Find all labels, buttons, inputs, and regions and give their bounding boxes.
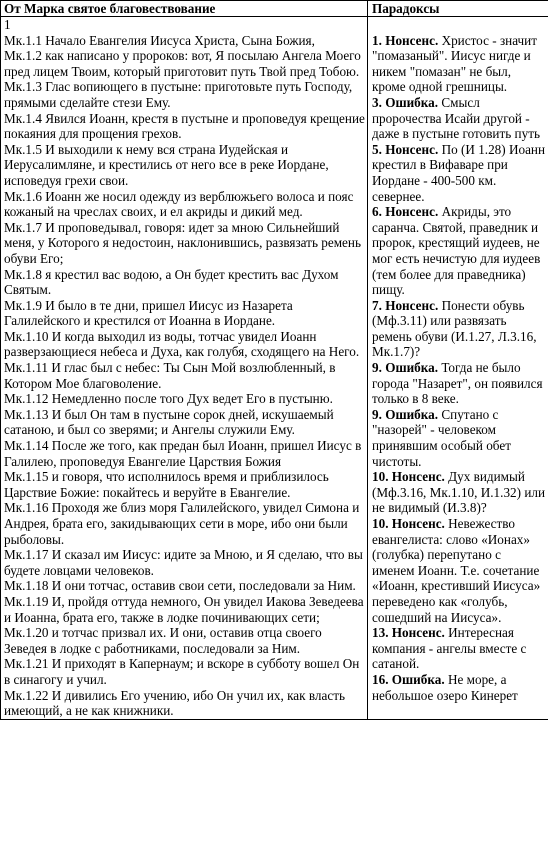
paradox-note-label: 10. Нонсенс. [372,516,445,531]
paradox-note-text: Смысл пророчества Исайи другой - даже в пустыне готовить путь [372,94,540,142]
verse-line: Мк.1.11 И глас был с небес: Ты Сын Мой возлюбленный, в Котором Мое благоволение. [4,360,336,391]
paradox-note-text: Понести обувь (Мф.3.11) или развязать ремень обуви (И.1.27, Л.3.16, Мк.1.7)? [372,297,537,360]
paradox-note-text: Спутано с "назорей" - человеком принявшим особый обет чистоты. [372,406,511,469]
verse-line: Мк.1.13 И был Он там в пустыне сорок дней, искушаемый сатаною, и был со зверями; и Ангелы служили Ему. [4,406,334,438]
paradox-note-text: Интересная компания - ангелы вместе с сатаной. [372,625,527,672]
paradox-note [372,360,546,407]
paradox-note [372,142,546,204]
paradox-note-label: 5. Нонсенс. [372,141,439,157]
verse-line: Мк.1.12 Немедленно после того Дух ведет Его в пустыню. [4,391,333,407]
paradox-note-label: 7. Нонсенс. [372,297,439,313]
paradox-note-text: По (И 1.28) Иоанн крестил в Вифаваре при Иордане - 400-500 км. севернее. [372,141,546,204]
notes-list [372,33,546,704]
header-paradox-column: Парадоксы [368,1,548,17]
verse-line: Мк.1.7 И проповедывал, говоря: идет за мною Сильнейший меня, у Которого я недостоин, наклонившись, развязать ремень обуви Его; [4,219,361,266]
paradox-note [372,407,546,469]
paradox-note [372,516,546,625]
paradox-note-text: Невежество евангелиста: слово «Ионах» (голубка) перепутано с именем Иоанн. Т.е. сочетание «Иоанн, крестивший Иисуса» переведено как «голубь, сошедший на Иисуса». [372,516,541,625]
verse-line: Мк.1.3 Глас вопиющего в пустыне: приготовьте путь Господу, прямыми сделайте стези Ему. [4,79,353,110]
paradox-note-label: 13. Нонсенс. [372,625,445,641]
paradox-note [372,625,546,672]
verse-line: Мк.1.5 И выходили к нему вся страна Иудейская и Иерусалимляне, и крестились от него все в реке Иордане, исповедуя грехи свои. [4,141,329,188]
verse-line: Мк.1.15 и говоря, что исполнилось время и приблизилось Царствие Божие: покайтесь и веруйте в Евангелие. [4,469,329,500]
paradox-note-text: Не море, а небольшое озеро Кинерет [372,671,518,703]
paradox-note-label: 16. Ошибка. [372,671,445,687]
verse-line: Мк.1.16 Проходя же близ моря Галилейского, увидел Симона и Андрея, брата его, закидывающих сети в море, ибо они были рыболовы. [4,500,360,547]
verse-line: Мк.1.1 Начало Евангелия Иисуса Христа, Сына Божия, [4,32,315,48]
paradox-note [372,672,546,703]
content-row [1,17,548,720]
verses-list [4,33,365,719]
row-number: 1 [4,17,11,32]
verse-line: Мк.1.14 После же того, как предан был Иоанн, пришел Иисус в Галилею, проповедуя Евангелие Царствия Божия [4,438,362,469]
paradox-note [372,33,546,95]
paradox-note-label: 9. Ошибка. [372,406,439,422]
paradox-note [372,298,546,360]
paradox-note-label: 6. Нонсенс. [372,204,439,220]
header-gospel-column: От Марка святое благовествование [1,1,368,17]
paradox-note [372,469,546,516]
verse-line: Мк.1.17 И сказал им Иисус: идите за Мною, и Я сделаю, что вы будете ловцами человеков. [4,547,363,578]
paradox-note-label: 9. Ошибка. [372,360,439,376]
verse-line: Мк.1.20 и тотчас призвал их. И они, оставив отца своего Зеведея в лодке с работниками, последовали за Ним. [4,625,322,656]
notes-top-gap [372,17,546,33]
header-row [1,1,548,17]
verse-line: Мк.1.4 Явился Иоанн, крестя в пустыне и проповедуя крещение покаяния для прощения грехов. [4,110,365,142]
paradox-note-label: 10. Нонсенс. [372,469,445,485]
verse-line: Мк.1.19 И, пройдя оттуда немного, Он увидел Иакова Зеведеева и Иоанна, брата его, также в лодке починивающих сети; [4,593,364,625]
verse-line: Мк.1.2 как написано у пророков: вот, Я посылаю Ангела Моего пред лицем Твоим, который приготовит путь Твой пред Тобою. [4,48,361,79]
verse-line: Мк.1.21 И приходят в Капернаум; и вскоре в субботу вошел Он в синагогу и учил. [4,656,360,687]
verses-cell [1,17,368,720]
paradox-note [372,95,546,142]
paradox-note-label: 1. Нонсенс. [372,32,439,48]
verse-line: Мк.1.6 Иоанн же носил одежду из верблюжьего волоса и пояс кожаный на чреслах своих, и ел акриды и дикий мед. [4,188,354,220]
paradox-note [372,204,546,298]
verse-line: Мк.1.10 И когда выходил из воды, тотчас увидел Иоанн разверзающиеся небеса и Духа, как голубя, сходящего на Него. [4,328,360,360]
verse-line: Мк.1.22 И дивились Его учению, ибо Он учил их, как власть имеющий, а не как книжники. [4,687,345,719]
paradox-note-text: Дух видимый (Мф.3.16, Мк.1.10, И.1.32) или не видимый (И.3.8)? [372,469,546,516]
paradox-note-label: 3. Ошибка. [372,94,439,110]
paradox-note-text: Акриды, это саранча. Святой, праведник и пророк, крестящий иудеев, не мог есть нечистую для иудеев (тем более для праведника) пищу. [372,204,541,298]
paradox-note-text: Тогда не было города "Назарет", он появился только в 8 веке. [372,360,543,407]
paradox-note-text: Христос - значит "помазаный". Иисус нигде и никем "помазан" не был, кроме одной грешницы. [372,32,537,95]
verse-line: Мк.1.9 И было в те дни, пришел Иисус из Назарета Галилейского и крестился от Иоанна в Иордане. [4,297,293,329]
verse-line: Мк.1.8 я крестил вас водою, а Он будет крестить вас Духом Святым. [4,266,339,298]
verse-line: Мк.1.18 И они тотчас, оставив свои сети, последовали за Ним. [4,578,356,594]
notes-cell [368,17,548,720]
